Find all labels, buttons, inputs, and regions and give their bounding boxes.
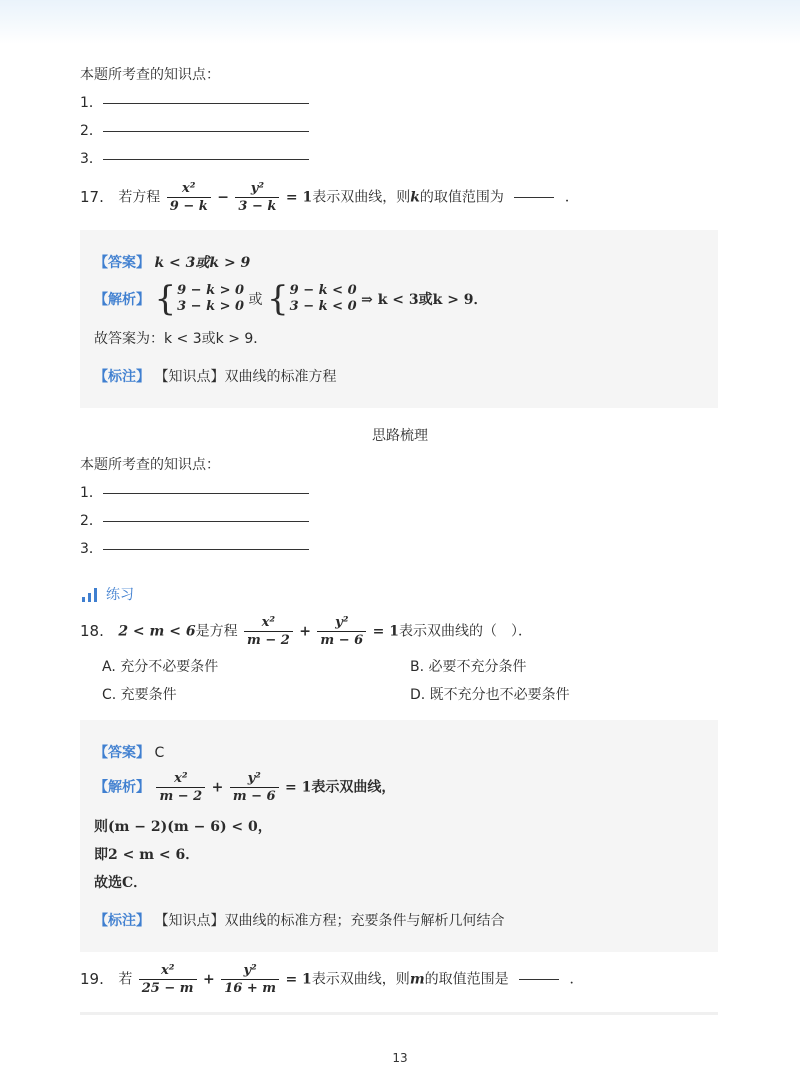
answer-box-18 (80, 720, 718, 952)
section-title: 思路梳理 (372, 428, 428, 444)
inequality-system: { 9 − k < 0 3 − k < 0 (267, 279, 357, 319)
kp-heading: 本题所考查的知识点： (80, 457, 220, 473)
kp-heading: 本题所考查的知识点： (80, 67, 220, 83)
analysis-line: 【解析】 { 9 − k > 0 3 − k > 0 或 { 9 − k < 0 3 − k < 0 ⇒ k < 3或k > 9． (94, 279, 488, 319)
kp-item: 2． (80, 120, 309, 140)
answer-blank[interactable] (103, 131, 309, 132)
answer-box-17 (80, 230, 718, 408)
fraction: $\frac{\text{x²}}{m - 2}$ (156, 770, 205, 805)
kp-item: 3． (80, 538, 309, 558)
analysis-line: 【解析】 $\frac{\text{x²}}{m - 2}$ + $\frac{\text{y²}}{m - 6}$ = 1表示双曲线， (94, 771, 396, 804)
bar-chart-icon (82, 588, 98, 602)
option-c[interactable]: C. 充要条件 (102, 687, 177, 703)
analysis-step: 故选C． (94, 875, 148, 891)
kp-item: 3． (80, 148, 309, 168)
answer-blank[interactable] (103, 549, 309, 550)
kp-item: 2． (80, 510, 309, 530)
fraction: $\frac{\text{y²}}{3 - k}$ (235, 180, 279, 215)
question-18: 18. 2 < m < 6是方程 $\frac{\text{x²}}{m - 2}$ + $\frac{\text{y²}}{m - 6}$ = 1表示双曲线的（ ）． (80, 615, 532, 648)
note-line: 【标注】 【知识点】双曲线的标准方程 (94, 369, 337, 385)
answer-blank[interactable] (519, 979, 559, 980)
practice-label: 练习 (82, 584, 134, 604)
answer-blank[interactable] (103, 493, 309, 494)
note-line: 【标注】 【知识点】双曲线的标准方程；充要条件与解析几何结合 (94, 913, 505, 929)
option-d[interactable]: D. 既不充分也不必要条件 (410, 687, 570, 703)
answer-blank[interactable] (514, 197, 554, 198)
question-17: 17. 若方程 $\frac{\text{x²}}{9 - k}$ − $\frac{\text{y²}}{3 - k}$ = 1表示双曲线，则k的取值范围为 ． (80, 181, 579, 214)
fraction: $\frac{\text{y²}}{16 + m}$ (221, 962, 279, 997)
analysis-step: 即2 < m < 6． (94, 847, 200, 863)
conclusion-line: 故答案为：k < 3或k > 9． (94, 331, 268, 347)
fraction: $\frac{\text{x²}}{9 - k}$ (167, 180, 211, 215)
option-a[interactable]: A. 充分不必要条件 (102, 659, 219, 675)
question-19: 19. 若 $\frac{\text{x²}}{25 - m}$ + $\frac{\text{y²}}{16 + m}$ = 1表示双曲线，则m的取值范围是 ． (80, 963, 584, 996)
inequality-system: { 9 − k > 0 3 − k > 0 (154, 279, 245, 319)
answer-line: 【答案】 k < 3或k > 9 (94, 255, 251, 271)
kp-item: 1． (80, 92, 309, 112)
fraction: $\frac{\text{x²}}{25 - m}$ (139, 962, 197, 997)
option-b[interactable]: B. 必要不充分条件 (410, 659, 527, 675)
fraction: $\frac{\text{x²}}{m - 2}$ (244, 614, 293, 649)
page-number: 13 (392, 1051, 408, 1065)
analysis-step: 则(m − 2)(m − 6) < 0， (94, 819, 272, 835)
answer-blank[interactable] (103, 521, 309, 522)
answer-blank[interactable] (103, 103, 309, 104)
answer-blank[interactable] (103, 159, 309, 160)
fraction: $\frac{\text{y²}}{m - 6}$ (317, 614, 366, 649)
divider (80, 1012, 718, 1015)
kp-item: 1． (80, 482, 309, 502)
fraction: $\frac{\text{y²}}{m - 6}$ (230, 770, 279, 805)
header-band (0, 0, 800, 44)
answer-line: 【答案】 C (94, 745, 165, 761)
